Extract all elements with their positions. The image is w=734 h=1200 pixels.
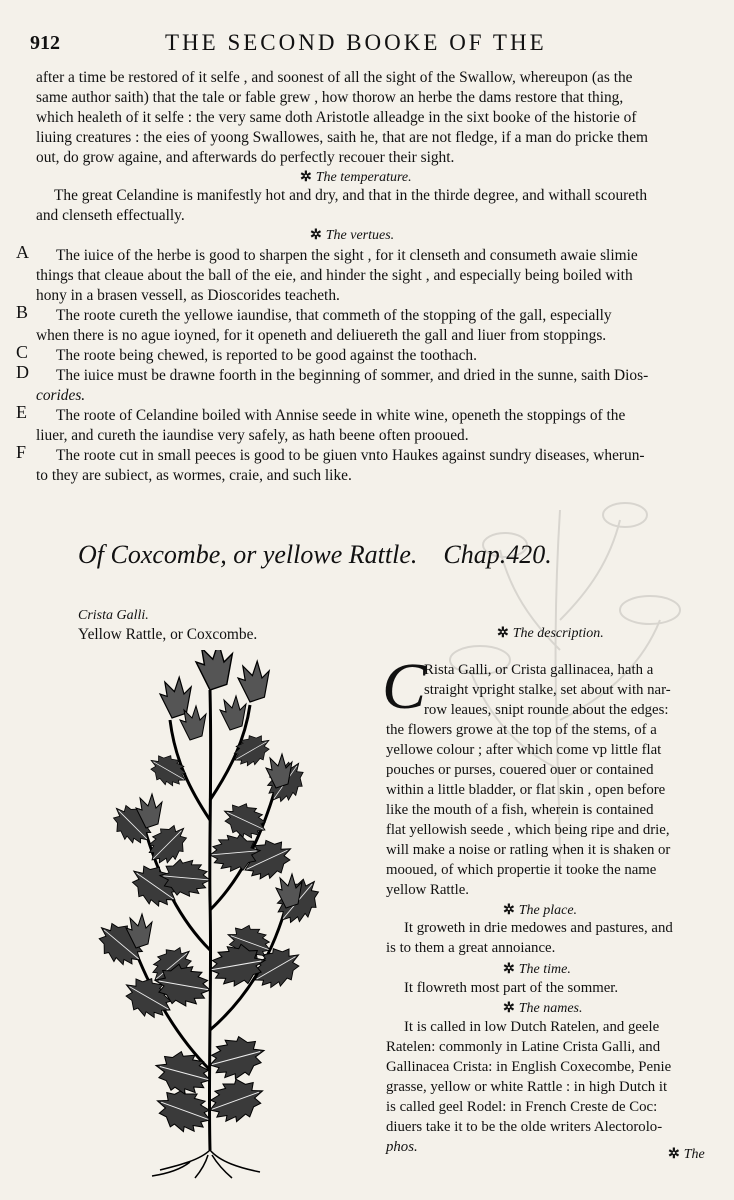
coxcombe-woodcut-illustration [60,650,350,1180]
chapter-heading [78,540,552,570]
running-header [30,30,714,60]
text-line: The roote of Celandine boiled with Annise seede in white wine, openeth the stoppings of the [56,407,626,424]
text-line: Gallinacea Crista: in English Coxecombe, Penie [386,1059,672,1075]
text-line: Ratelen: commonly in Latine Crista Galli, and [386,1039,661,1055]
text-line: diuers take it to be the olde writers Alectorolo- [386,1119,663,1135]
text-line: liuer, and cureth the iaundise very safely, as hath beene often prooued. [36,427,469,444]
margin-letter: D [16,362,29,382]
text-line: the flowers growe at the top of the stems, of a [386,722,657,738]
text-line: which healeth of it selfe : the very same doth Aristotle alleadge in the sixt booke of the historie of [36,109,637,126]
margin-letter: C [16,342,29,362]
text-line: The great Celandine is manifestly hot and dry, and that in the thirde degree, and withall scoureth [54,187,648,204]
section-heading-time: ✲ The time. [503,962,571,977]
text-line: The roote cureth the yellowe iaundise, that commeth of the stopping of the gall, especially [56,307,612,324]
text-line: things that cleaue about the ball of the eie, and hinder the sight , and especially being boiled with [36,267,633,284]
text-line: It groweth in drie medowes and pastures, and [404,920,673,936]
running-title: THE SECOND BOOKE OF THE [165,30,547,55]
text-line: will make a noise or ratling when it is shaken or [386,842,671,858]
text-line: out, do grow againe, and afterwards do perfectly recouer their sight. [36,149,455,166]
section-heading-names: ✲ The names. [503,1001,583,1016]
margin-letter: E [16,402,27,422]
text-line: mooued, of which propertie it tooke the name [386,862,657,878]
section-heading-place: ✲ The place. [503,903,578,918]
section-heading-temperature: ✲ The temperature. [300,170,412,185]
text-line: row leaues, snipt rounde about the edges: [424,702,669,718]
text-line: corides. [36,387,86,404]
text-line: to they are subiect, as wormes, craie, and such like. [36,467,352,484]
text-line: pouches or purses, couered ouer or contained [386,762,654,778]
chapter-title: Of Coxcombe, or yellowe Rattle. [78,540,418,569]
text-line: The iuice of the herbe is good to sharpen the sight , for it clenseth and consumeth awaie slimie [56,247,638,264]
text-line: like the mouth of a fish, wherein is contained [386,802,654,818]
text-line: The roote cut in small peeces is good to be giuen vnto Haukes against sundry diseases, wherun- [56,447,645,464]
section-heading-description: ✲ The description. [497,626,604,641]
text-line: Rista Galli, or Crista gallinacea, hath a [424,662,654,678]
text-line: hony in a brasen vessell, as Dioscorides teacheth. [36,287,340,304]
page-number: 912 [30,32,60,54]
text-line: and clenseth effectually. [36,207,185,224]
figure-caption-latin: Crista Galli. [78,608,149,623]
text-line: liuing creatures : the eies of yoong Swallowes, saith he, that are not fledge, if a man do pricke them [36,129,649,146]
text-line: grasse, yellow or white Rattle : in high Dutch it [386,1079,668,1095]
text-line: when there is no ague ioyned, for it openeth and deliuereth the gall and liuer from stoppings. [36,327,607,344]
catchword: ✲ The [668,1147,705,1162]
margin-letter: A [16,242,29,262]
text-line: same author saith) that the tale or fable grew , how thorow an herbe the dams restore that thing, [36,89,624,106]
text-line: is to them a great annoiance. [386,940,556,956]
text-line: It flowreth most part of the sommer. [404,980,619,996]
text-line: after a time be restored of it selfe , and soonest of all the sight of the Swallow, whereupon (as the [36,69,633,86]
text-line: It is called in low Dutch Ratelen, and geele [404,1019,660,1035]
text-line: flat yellowish seede , which being ripe and drie, [386,822,670,838]
text-line: within a little bladder, or flat skin , open before [386,782,666,798]
text-line: The iuice must be drawne foorth in the beginning of sommer, and dried in the sunne, saith Dios- [56,367,649,384]
chapter-number: Chap.420. [443,540,552,569]
section-heading-vertues: ✲ The vertues. [310,228,395,243]
text-line: The roote being chewed, is reported to be good against the toothach. [56,347,477,364]
text-line: straight vpright stalke, set about with nar- [424,682,671,698]
drop-cap: C [382,650,427,723]
text-line: yellowe colour ; after which come vp little flat [386,742,662,758]
text-line: yellow Rattle. [386,882,470,898]
margin-letter: B [16,302,29,322]
text-line: phos. [386,1139,418,1155]
text-line: is called geel Rodel: in French Creste de Coc: [386,1099,658,1115]
figure-caption-english: Yellow Rattle, or Coxcombe. [78,626,258,643]
margin-letter: F [16,442,27,462]
